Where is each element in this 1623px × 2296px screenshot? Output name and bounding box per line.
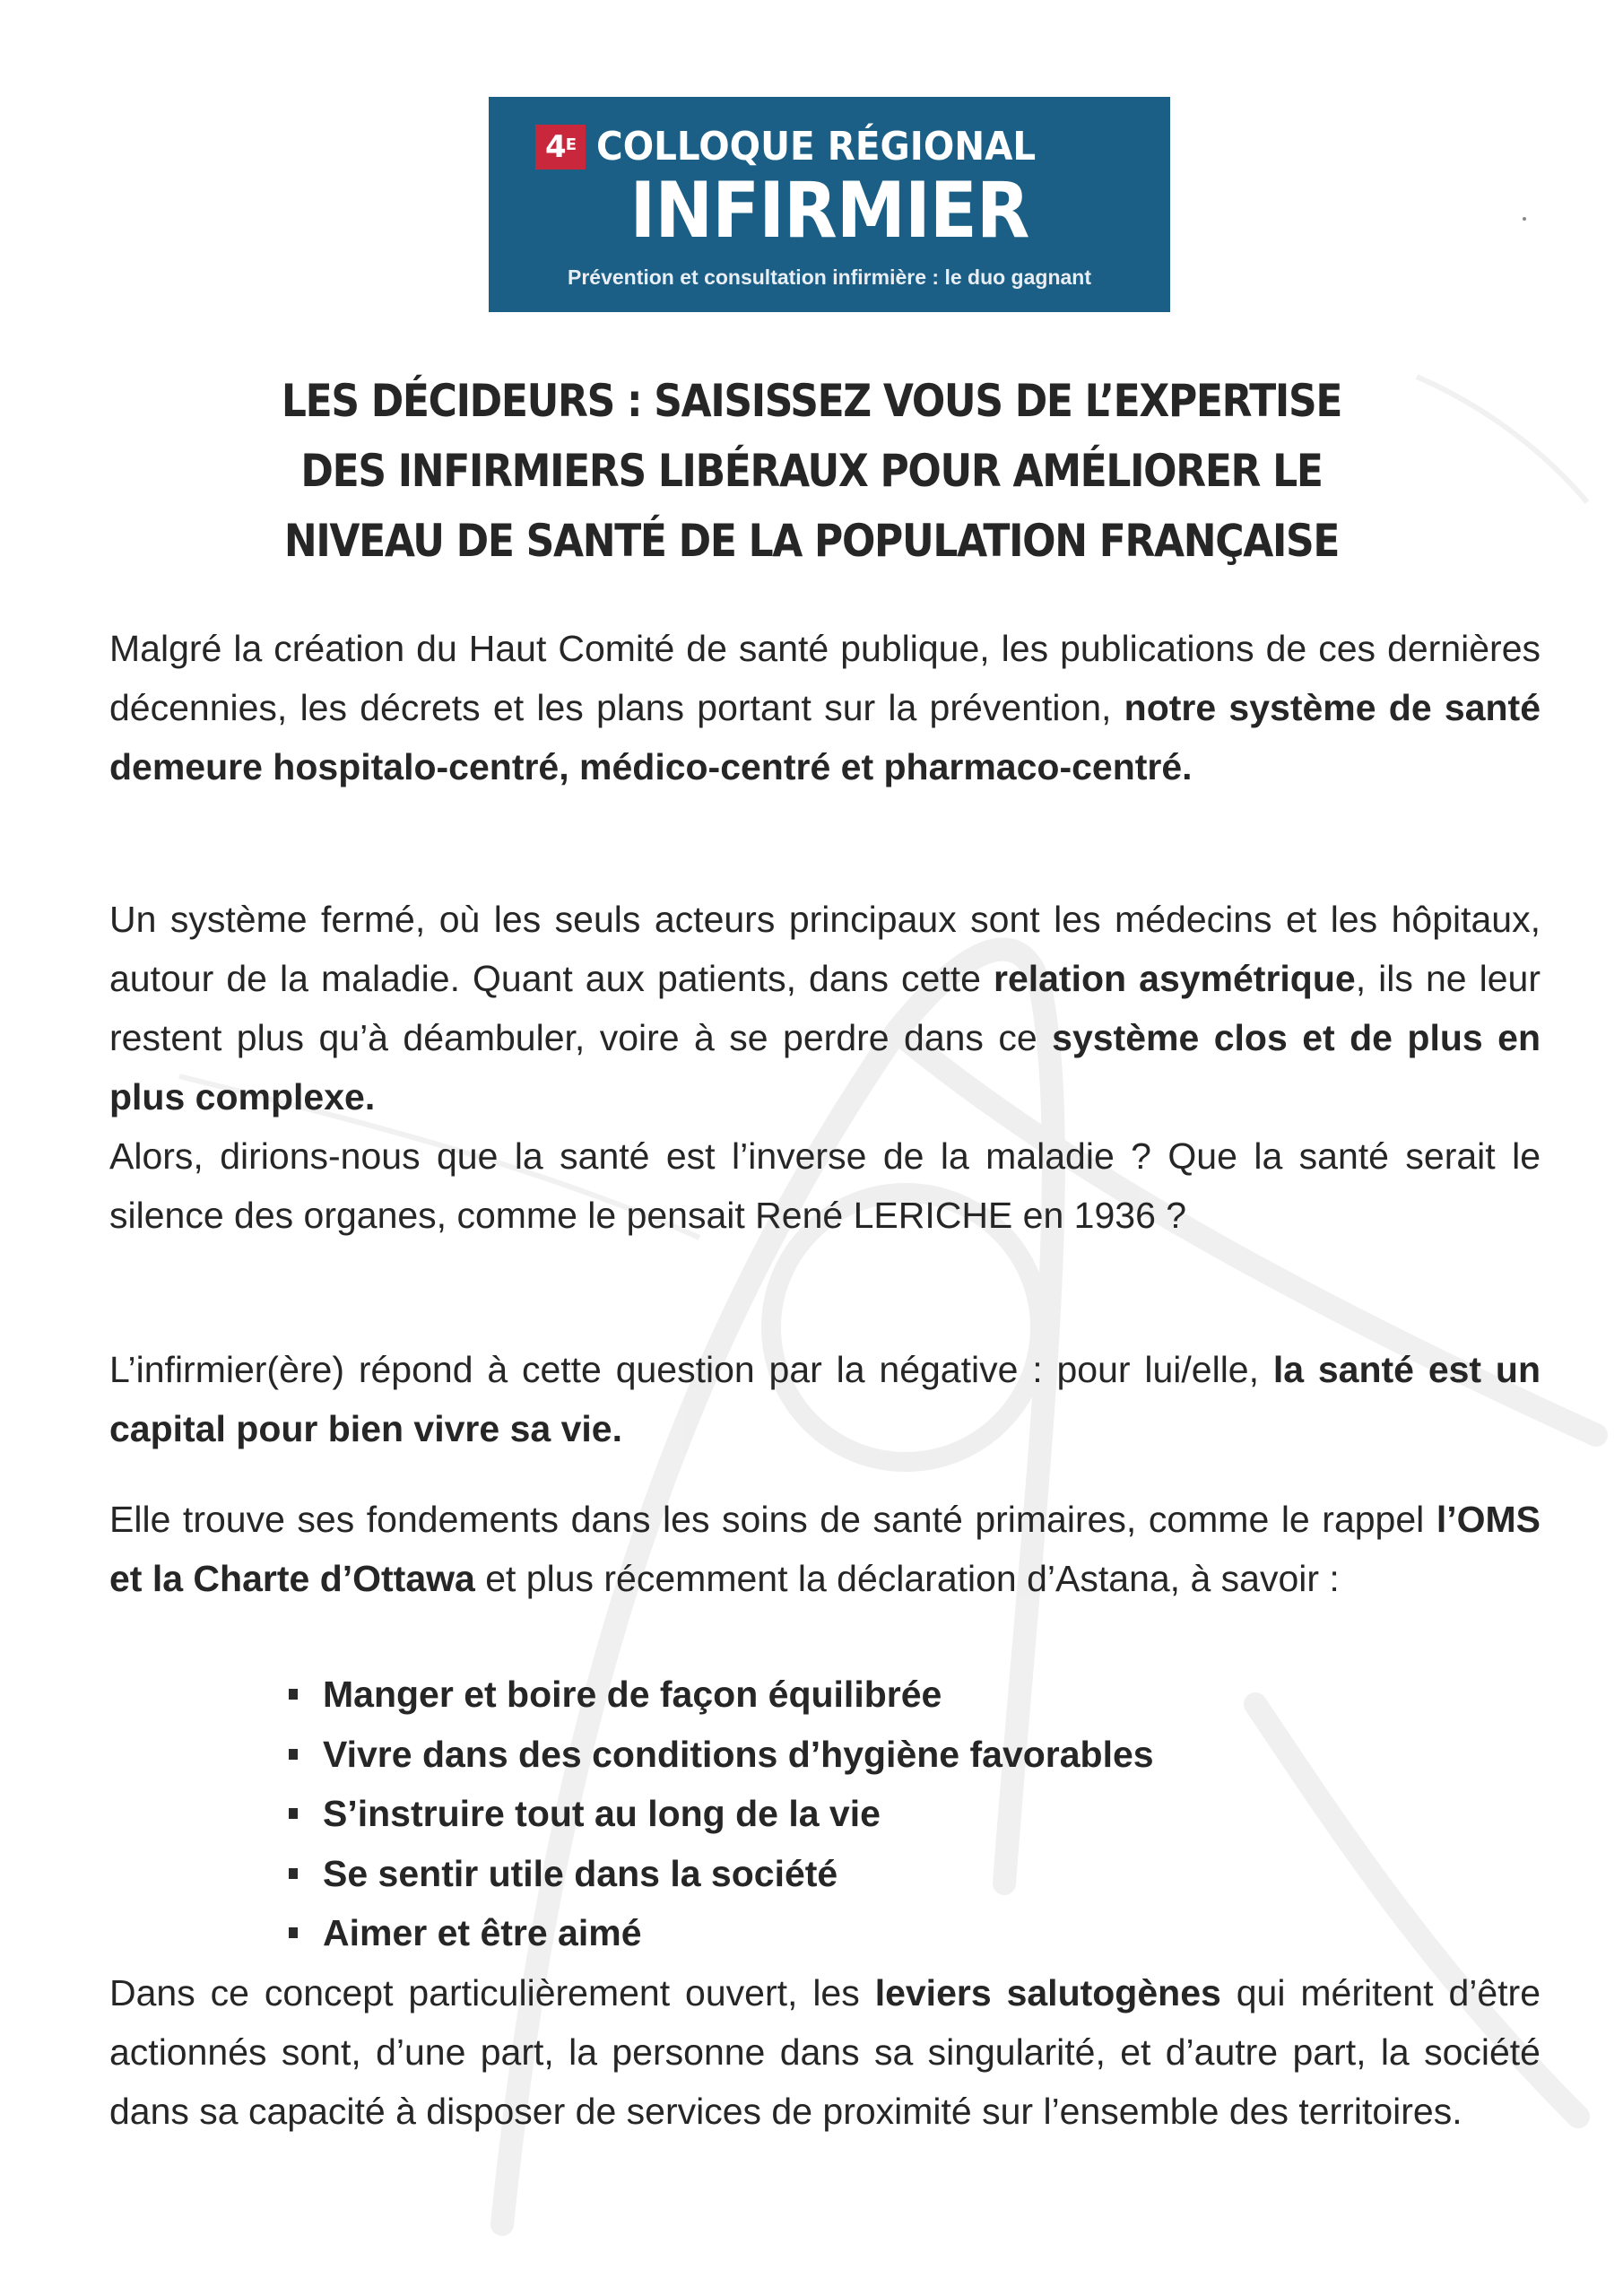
paragraph-text: Alors, dirions-nous que la santé est l’inverse de la maladie ? Que la santé serait le silence des organes, comme le pensait René LERICHE en 1936 ? <box>109 1135 1541 1236</box>
square-bullet-icon <box>289 1868 298 1879</box>
paragraph-text: L’infirmier(ère) répond à cette question par la négative : pour lui/elle, <box>109 1349 1273 1390</box>
list-item-text: S’instruire tout au long de la vie <box>323 1793 881 1834</box>
headline-line: LES DÉCIDEURS : SAISISSEZ VOUS DE L’EXPERTISE <box>281 375 1342 427</box>
paragraph-bold-text: relation asymétrique <box>993 958 1356 999</box>
health-foundations-list <box>289 1665 1154 1963</box>
paragraph-bold-text: leviers salutogènes <box>874 1972 1221 2013</box>
badge-suffix: E <box>565 135 576 154</box>
paragraph-4 <box>109 1490 1541 1608</box>
banner-title-line2: INFIRMIER <box>629 166 1029 256</box>
paragraph-2 <box>109 890 1541 1245</box>
paragraph-text: qui méritent d’être actionnés sont, d’une part, la personne dans sa singularité, et d’autre part, la société dans sa capacité à disposer de services de proximité sur l’ensemble des territoires. <box>109 1972 1541 2132</box>
list-item-text: Aimer et être aimé <box>323 1912 642 1953</box>
paragraph-text: Elle trouve ses fondements dans les soins de santé primaires, comme le rappel <box>109 1499 1436 1540</box>
square-bullet-icon <box>289 1808 298 1819</box>
list-item <box>289 1665 1154 1725</box>
paragraph-text: Malgré la création du Haut Comité de santé publique, les publications de ces dernières décennies, les décrets et les plans portant sur la prévention, <box>109 628 1541 728</box>
list-item-text: Vivre dans des conditions d’hygiène favorables <box>323 1733 1154 1775</box>
square-bullet-icon <box>289 1689 298 1700</box>
page-headline <box>179 366 1444 576</box>
banner-tagline: Prévention et consultation infirmière : le duo gagnant <box>567 265 1091 289</box>
badge-number: 4 <box>545 128 566 165</box>
list-item <box>289 1725 1154 1785</box>
edition-badge <box>535 125 586 170</box>
list-item-text: Manger et boire de façon équilibrée <box>323 1674 942 1715</box>
list-item <box>289 1784 1154 1844</box>
headline-line: NIVEAU DE SANTÉ DE LA POPULATION FRANÇAISE <box>283 515 1340 567</box>
square-bullet-icon <box>289 1927 298 1938</box>
paragraph-text: Dans ce concept particulièrement ouvert, les <box>109 1972 875 2013</box>
paragraph-text: Un système fermé, où les seuls acteurs principaux sont les médecins et les hôpitaux, autour de la maladie. Quant aux patients, dans cette <box>109 899 1541 999</box>
paragraph-3 <box>109 1340 1541 1458</box>
banner-title-row <box>535 124 1074 170</box>
event-banner <box>489 97 1170 312</box>
list-item-text: Se sentir utile dans la société <box>323 1852 838 1894</box>
paragraph-1 <box>109 619 1541 796</box>
paragraph-text: et plus récemment la déclaration d’Astana, à savoir : <box>474 1558 1340 1599</box>
speck-dot <box>1523 217 1526 221</box>
paragraph-bold-text: l’OMS et la Charte d’Ottawa <box>109 1499 1541 1599</box>
paragraph-2a <box>109 890 1541 1126</box>
paragraph-bold-text: notre système de santé demeure hospitalo-centré, médico-centré et pharmaco-centré. <box>109 687 1541 787</box>
banner-title-line1: COLLOQUE RÉGIONAL <box>596 124 1037 170</box>
headline-line: DES INFIRMIERS LIBÉRAUX POUR AMÉLIORER LE <box>300 445 1323 497</box>
paragraph-5 <box>109 1963 1541 2141</box>
paragraph-2b <box>109 1126 1541 1245</box>
paragraph-bold-text: la santé est un capital pour bien vivre sa vie. <box>109 1349 1541 1449</box>
list-item <box>289 1903 1154 1963</box>
square-bullet-icon <box>289 1749 298 1760</box>
paragraph-bold-text: système clos et de plus en plus complexe. <box>109 1017 1541 1118</box>
paragraph-text: , ils ne leur restent plus qu’à déambuler, voire à se perdre dans ce <box>109 958 1541 1058</box>
list-item <box>289 1844 1154 1904</box>
